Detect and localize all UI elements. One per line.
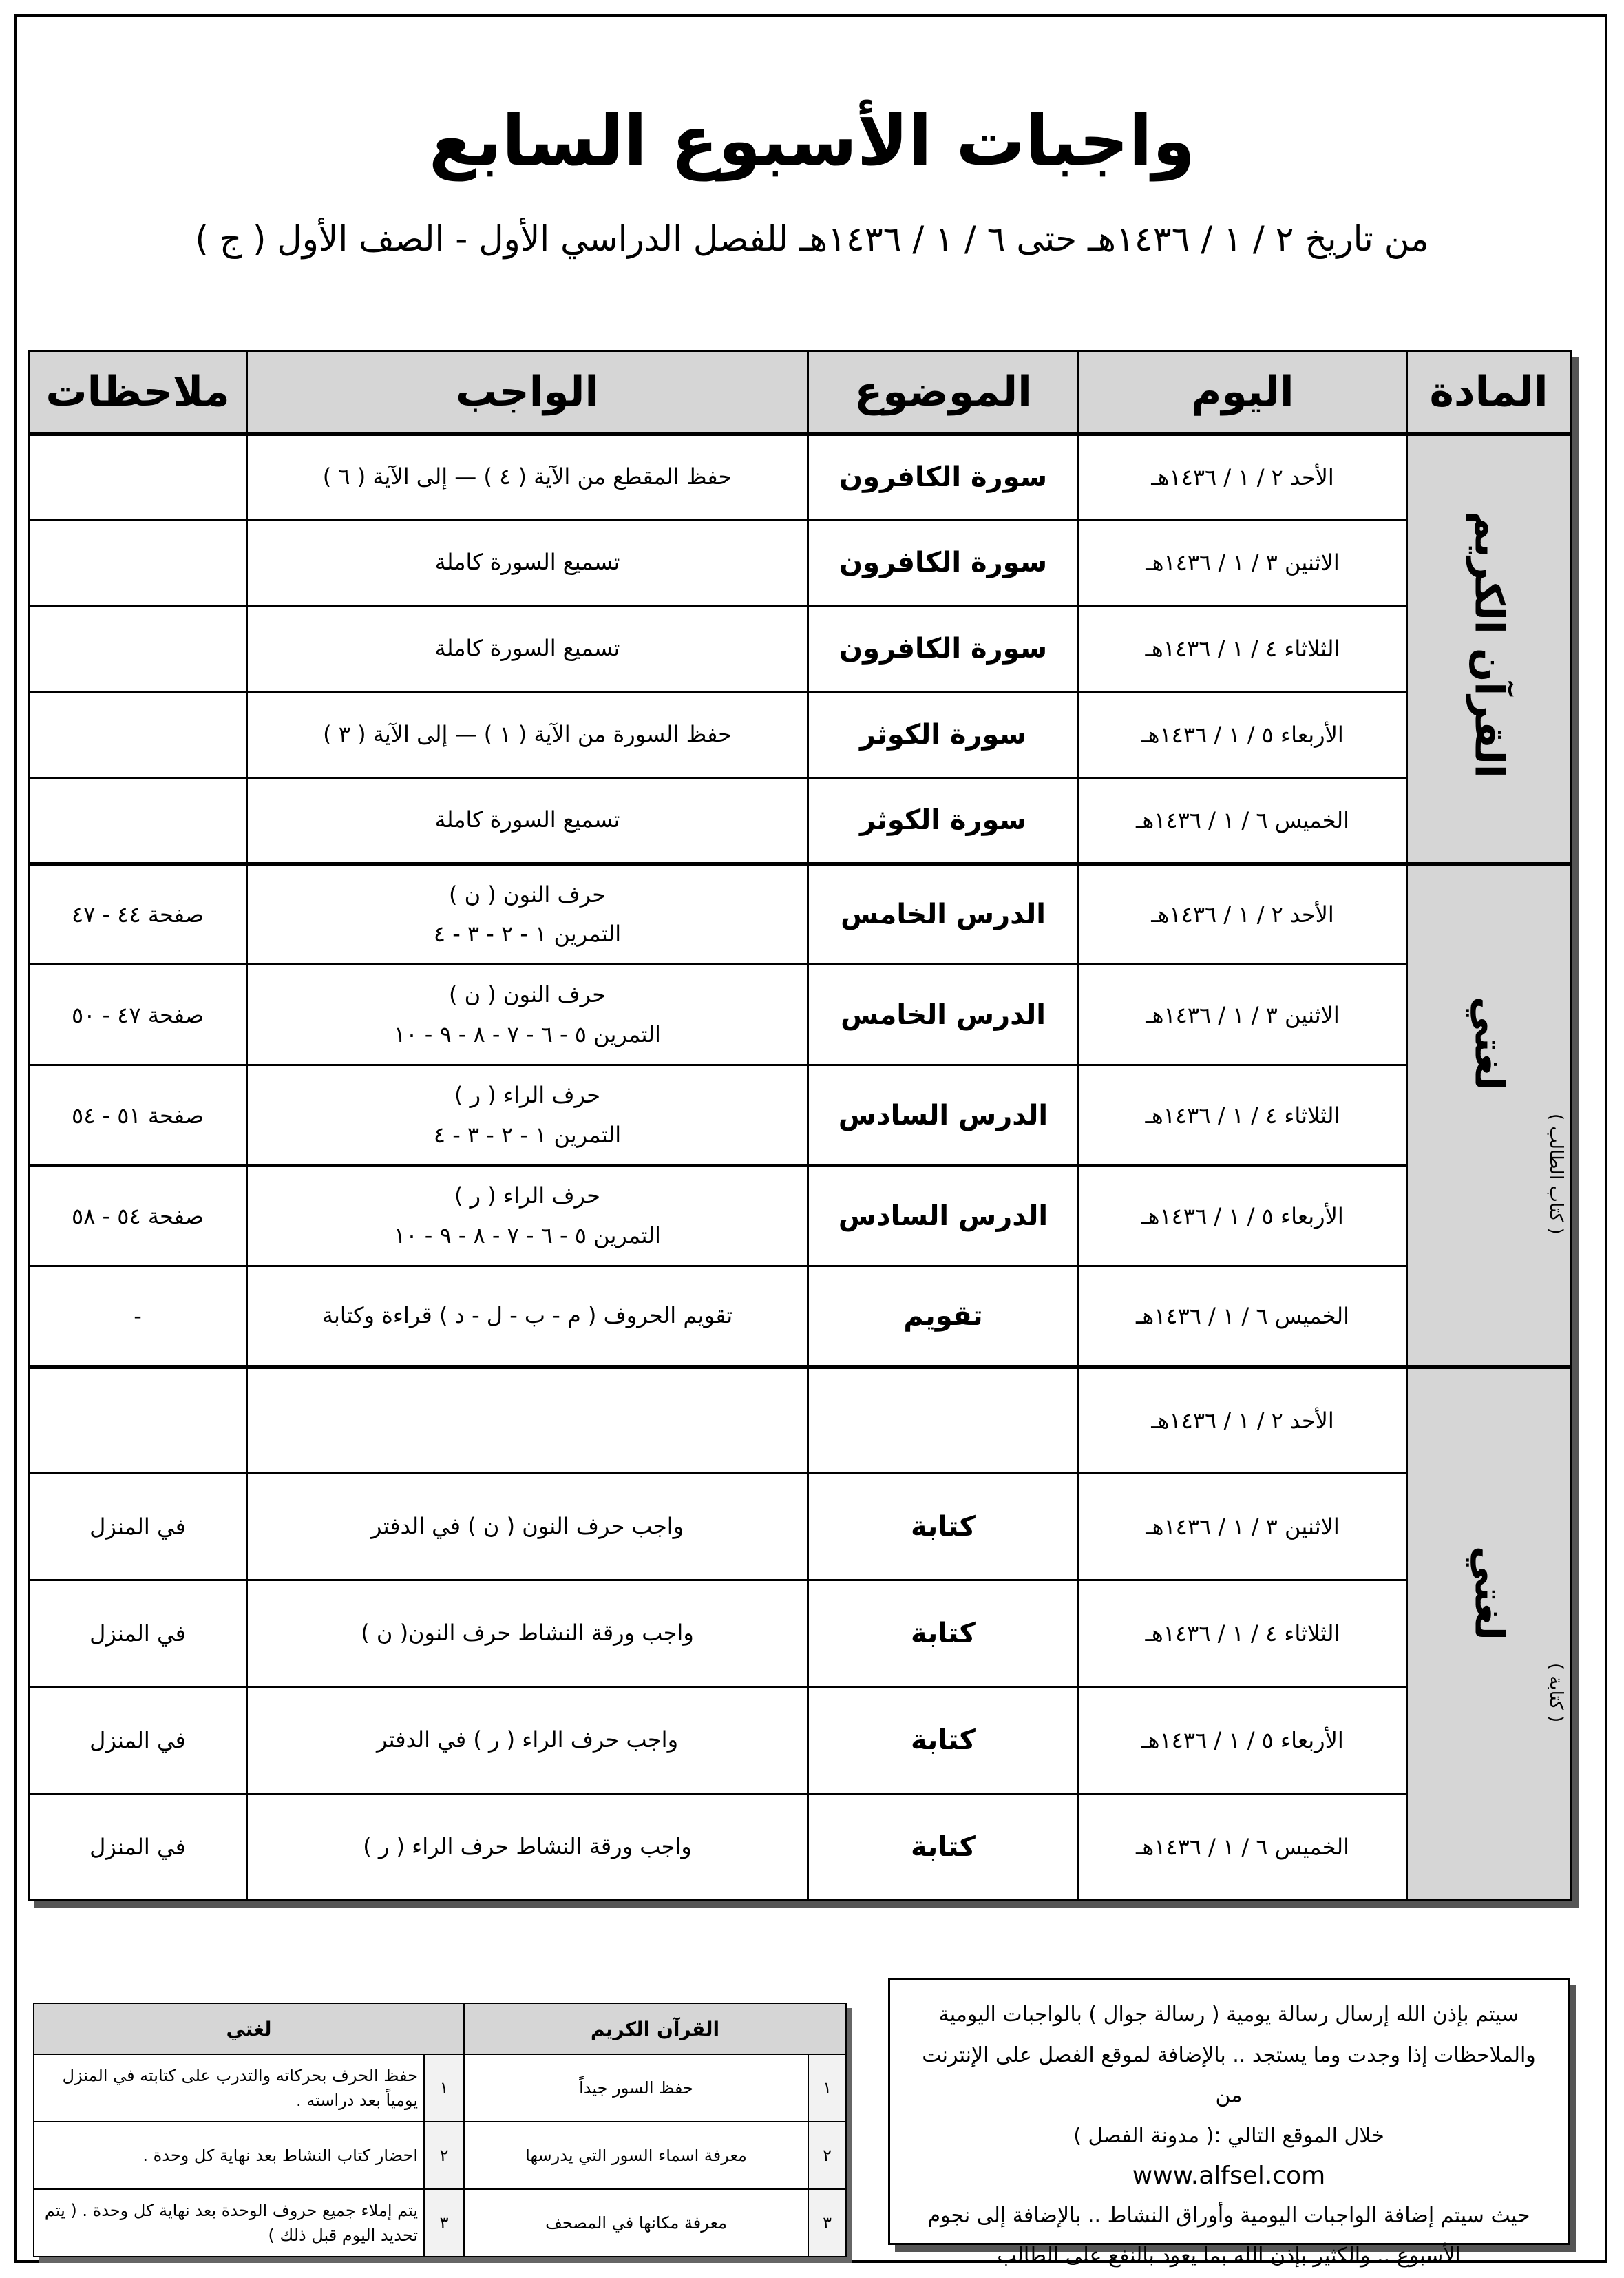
lughati-goal: احضار كتاب النشاط بعد نهاية كل وحدة . — [34, 2122, 424, 2189]
table-row — [29, 965, 1571, 1065]
homework-cell — [247, 1687, 808, 1794]
table-row — [29, 1367, 1571, 1474]
table-row — [29, 1687, 1571, 1794]
lughati-goal: حفظ الحرف بحركاته والتدرب على كتابته في المنزل يومياً بعد دراسته . — [34, 2054, 424, 2122]
topic-cell: تقويم — [808, 1266, 1079, 1367]
goals-header-quran: القرآن الكريم — [464, 2003, 846, 2054]
day-cell: الثلاثاء ٤ / ١ / ١٤٣٦هـ — [1079, 606, 1407, 692]
goal-number: ٢ — [808, 2122, 846, 2189]
table-row — [29, 1474, 1571, 1580]
topic-cell: الدرس السادس — [808, 1166, 1079, 1266]
topic-cell: سورة الكوثر — [808, 692, 1079, 778]
goal-number: ١ — [424, 2054, 464, 2122]
goal-number: ٣ — [808, 2189, 846, 2257]
info-box — [888, 1978, 1570, 2268]
homework-line: تسميع السورة كاملة — [434, 635, 620, 662]
homework-cell — [247, 1580, 808, 1687]
quran-goal: حفظ السور جيداً — [464, 2054, 808, 2122]
homework-cell — [247, 864, 808, 965]
notes-cell: صفحة ٤٧ - ٥٠ — [29, 965, 247, 1065]
homework-cell — [247, 1474, 808, 1580]
table-row — [29, 1266, 1571, 1367]
homework-line: التمرين ٥ - ٦ - ٧ - ٨ - ٩ - ١٠ — [394, 1222, 661, 1248]
table-row — [29, 1166, 1571, 1266]
topic-cell: سورة الكوثر — [808, 778, 1079, 864]
goals-header-row — [34, 2003, 846, 2054]
table-row — [29, 606, 1571, 692]
goals-row — [34, 2054, 846, 2122]
topic-cell: سورة الكافرون — [808, 434, 1079, 520]
topic-cell: الدرس السادس — [808, 1065, 1079, 1166]
header-topic: الموضوع — [808, 351, 1079, 434]
day-cell: الأحد ٢ / ١ / ١٤٣٦هـ — [1079, 864, 1407, 965]
day-cell: الاثنين ٣ / ١ / ١٤٣٦هـ — [1079, 520, 1407, 606]
class-website-link[interactable]: www.alfsel.com — [1132, 2162, 1326, 2190]
notes-cell — [29, 434, 247, 520]
topic-cell — [808, 1367, 1079, 1474]
table-row — [29, 778, 1571, 864]
notes-cell: صفحة ٥١ - ٥٤ — [29, 1065, 247, 1166]
homework-cell — [247, 1166, 808, 1266]
table-row — [29, 434, 1571, 520]
day-cell: الثلاثاء ٤ / ١ / ١٤٣٦هـ — [1079, 1580, 1407, 1687]
homework-line: التمرين ٥ - ٦ - ٧ - ٨ - ٩ - ١٠ — [394, 1021, 661, 1047]
table-row — [29, 1580, 1571, 1687]
subject-name: لغتي — [1466, 1545, 1513, 1640]
topic-cell: كتابة — [808, 1474, 1079, 1580]
header-homework: الواجب — [247, 351, 808, 434]
table-header-row — [29, 351, 1571, 434]
day-cell: الأربعاء ٥ / ١ / ١٤٣٦هـ — [1079, 692, 1407, 778]
info-line: خلال الموقع التالي :( مدونة الفصل ) — [1073, 2123, 1384, 2148]
goals-row — [34, 2189, 846, 2257]
topic-cell: كتابة — [808, 1794, 1079, 1901]
subject-label — [1467, 511, 1511, 778]
day-cell: الخميس ٦ / ١ / ١٤٣٦هـ — [1079, 1266, 1407, 1367]
day-cell: الخميس ٦ / ١ / ١٤٣٦هـ — [1079, 778, 1407, 864]
day-cell: الاثنين ٣ / ١ / ١٤٣٦هـ — [1079, 1474, 1407, 1580]
homework-cell — [247, 520, 808, 606]
info-line: الأسبوع .. والكثير بإذن الله بما يعود بالنفع على الطالب — [997, 2244, 1461, 2268]
notes-cell: في المنزل — [29, 1794, 247, 1901]
notes-cell: في المنزل — [29, 1474, 247, 1580]
homework-line: واجب حرف الراء ( ر ) في الدفتر — [376, 1726, 679, 1753]
quran-goal: معرفة اسماء السور التي يدرسها — [464, 2122, 808, 2189]
table-row — [29, 864, 1571, 965]
header-notes: ملاحظات — [29, 351, 247, 434]
subject-cell — [1407, 864, 1571, 1367]
homework-line: حرف النون ( ن ) — [448, 881, 607, 908]
notes-cell — [29, 606, 247, 692]
notes-cell — [29, 1367, 247, 1474]
homework-line: حرف الراء ( ر ) — [454, 1182, 600, 1209]
homework-line: حرف الراء ( ر ) — [454, 1081, 600, 1108]
homework-cell — [247, 1065, 808, 1166]
subject-label — [1467, 996, 1511, 1091]
goal-number: ٢ — [424, 2122, 464, 2189]
topic-cell: سورة الكافرون — [808, 520, 1079, 606]
notes-cell — [29, 692, 247, 778]
day-cell: الاثنين ٣ / ١ / ١٤٣٦هـ — [1079, 965, 1407, 1065]
table-row — [29, 520, 1571, 606]
table-row — [29, 1794, 1571, 1901]
homework-line: تقويم الحروف ( م - ب - ل - د ) قراءة وكتابة — [321, 1302, 733, 1328]
homework-line: واجب حرف النون ( ن ) في الدفتر — [370, 1513, 684, 1540]
goals-header-lughati: لغتي — [34, 2003, 464, 2054]
info-line: حيث سيتم إضافة الواجبات اليومية وأوراق النشاط .. بالإضافة إلى نجوم — [927, 2203, 1530, 2228]
goals-row — [34, 2122, 846, 2189]
topic-cell: الدرس الخامس — [808, 864, 1079, 965]
subject-note: ( كتابة ) — [1546, 1662, 1566, 1722]
table-row — [29, 1065, 1571, 1166]
homework-line: واجب ورقة النشاط حرف الراء ( ر ) — [363, 1833, 692, 1860]
homework-cell — [247, 1794, 808, 1901]
homework-line: تسميع السورة كاملة — [434, 806, 620, 833]
page-title: واجبات الأسبوع السابع — [429, 101, 1195, 181]
info-line: والملاحظات إذا وجدت وما يستجد .. بالإضافة لموقع الفصل على الإنترنت من — [922, 2042, 1536, 2107]
homework-line: واجب ورقة النشاط حرف النون( ن ) — [361, 1620, 694, 1647]
goals-table — [33, 2003, 847, 2257]
page-subtitle: من تاريخ ٢ / ١ / ١٤٣٦هـ حتى ٦ / ١ / ١٤٣٦هـ للفصل الدراسي الأول - الصف الأول ( ج ) — [195, 219, 1429, 259]
homework-cell — [247, 434, 808, 520]
homework-cell — [247, 606, 808, 692]
topic-cell: سورة الكافرون — [808, 606, 1079, 692]
notes-cell — [29, 520, 247, 606]
day-cell: الأربعاء ٥ / ١ / ١٤٣٦هـ — [1079, 1687, 1407, 1794]
day-cell: الأربعاء ٥ / ١ / ١٤٣٦هـ — [1079, 1166, 1407, 1266]
notes-cell — [29, 778, 247, 864]
quran-goal: معرفة مكانها في المصحف — [464, 2189, 808, 2257]
table-row — [29, 692, 1571, 778]
notes-cell: في المنزل — [29, 1580, 247, 1687]
lughati-goal: يتم إملاء جميع حروف الوحدة بعد نهاية كل وحدة . ( يتم تحديد اليوم قبل ذلك ) — [34, 2189, 424, 2257]
subject-note: ( كتاب الطالب ) — [1546, 1113, 1566, 1235]
subject-cell — [1407, 434, 1571, 864]
topic-cell: كتابة — [808, 1580, 1079, 1687]
homework-line: التمرين ١ - ٢ - ٣ - ٤ — [433, 1121, 622, 1148]
subject-cell — [1407, 1367, 1571, 1901]
subject-label — [1467, 1546, 1511, 1640]
homework-line: حرف النون ( ن ) — [448, 981, 607, 1007]
subject-name: لغتي — [1466, 996, 1513, 1091]
homework-cell — [247, 1266, 808, 1367]
notes-cell: صفحة ٤٤ - ٤٧ — [29, 864, 247, 965]
homework-line: حفظ السورة من الآية ( ١ ) — إلى الآية ( ٣ ) — [323, 721, 732, 748]
topic-cell: كتابة — [808, 1687, 1079, 1794]
day-cell: الخميس ٦ / ١ / ١٤٣٦هـ — [1079, 1794, 1407, 1901]
notes-cell: صفحة ٥٤ - ٥٨ — [29, 1166, 247, 1266]
homework-table — [28, 350, 1572, 1901]
header-subject: المادة — [1407, 351, 1571, 434]
day-cell: الأحد ٢ / ١ / ١٤٣٦هـ — [1079, 1367, 1407, 1474]
homework-line: حفظ المقطع من الآية ( ٤ ) — إلى الآية ( ٦ ) — [322, 463, 732, 490]
goal-number: ٣ — [424, 2189, 464, 2257]
homework-cell — [247, 965, 808, 1065]
homework-cell — [247, 1367, 808, 1474]
info-line: سيتم بإذن الله إرسال رسالة يومية ( رسالة جوال ) بالواجبات اليومية — [938, 2003, 1519, 2027]
header-day: اليوم — [1079, 351, 1407, 434]
day-cell: الأحد ٢ / ١ / ١٤٣٦هـ — [1079, 434, 1407, 520]
notes-cell: في المنزل — [29, 1687, 247, 1794]
subject-name: القرآن الكريم — [1466, 510, 1513, 778]
day-cell: الثلاثاء ٤ / ١ / ١٤٣٦هـ — [1079, 1065, 1407, 1166]
homework-line: تسميع السورة كاملة — [434, 549, 620, 576]
homework-cell — [247, 778, 808, 864]
homework-line: التمرين ١ - ٢ - ٣ - ٤ — [433, 921, 622, 948]
homework-cell — [247, 692, 808, 778]
topic-cell: الدرس الخامس — [808, 965, 1079, 1065]
notes-cell: - — [29, 1266, 247, 1367]
goal-number: ١ — [808, 2054, 846, 2122]
